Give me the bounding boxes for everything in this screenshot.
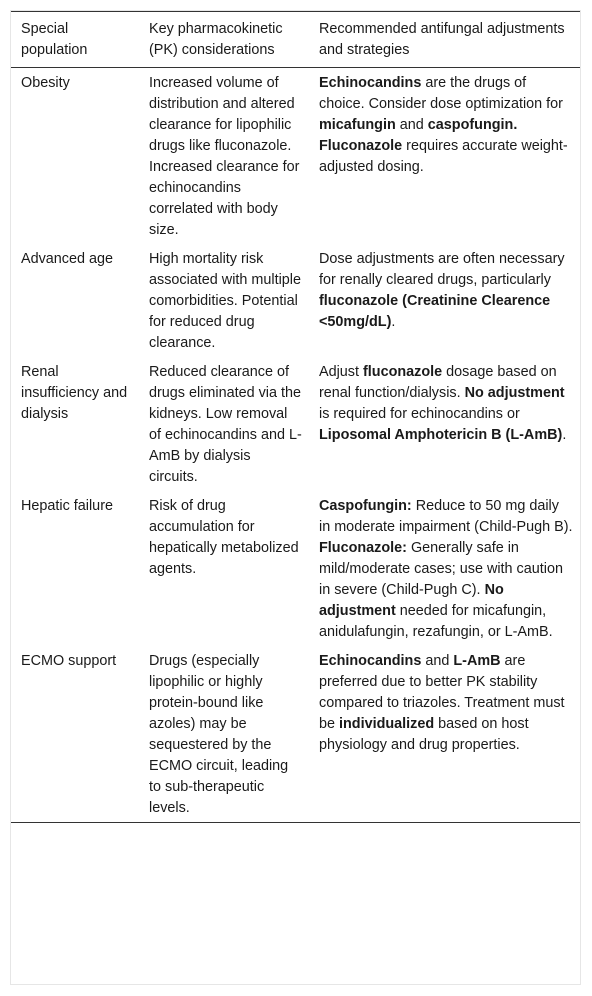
pk-table bbox=[11, 11, 580, 823]
population-cell: Obesity bbox=[21, 75, 70, 91]
strategy-cell bbox=[309, 357, 580, 491]
text-segment: Dose adjustments are often necessary for renally cleared drugs, particularly bbox=[319, 251, 565, 288]
text-segment: requires accurate weight-adjusted dosing. bbox=[319, 138, 568, 175]
text-segment: are the drugs of choice. Consider dose optimization for bbox=[319, 75, 563, 112]
bold-text: fluconazole (Creatinine Clearence <50mg/dL) bbox=[319, 293, 551, 330]
bold-text: Echinocandins bbox=[319, 75, 422, 91]
population-cell: Renal insufficiency and dialysis bbox=[21, 364, 128, 422]
table-row bbox=[11, 244, 580, 357]
bold-text: individualized bbox=[339, 716, 435, 732]
population-cell: Hepatic failure bbox=[21, 498, 113, 514]
table-row bbox=[11, 68, 580, 245]
text-segment: is required for echinocandins or bbox=[319, 406, 520, 422]
text-segment: . bbox=[391, 314, 396, 330]
pk-cell: Increased volume of distribution and altered clearance for lipophilic drugs like fluconazole. Increased clearance for echinocandins correlated with body size. bbox=[149, 75, 300, 238]
population-cell: ECMO support bbox=[21, 653, 117, 669]
bold-text: L-AmB bbox=[453, 653, 501, 669]
pk-cell: Reduced clearance of drugs eliminated via the kidneys. Low removal of echinocandins and L-AmB by dialysis circuits. bbox=[149, 364, 302, 485]
text-segment: Generally safe in mild/moderate cases; use with caution in severe (Child-Pugh C). bbox=[319, 540, 563, 598]
text-segment: are preferred due to better PK stability compared to triazoles. Treatment must be bbox=[319, 653, 565, 732]
text-segment: Reduce to 50 mg daily in moderate impairment (Child-Pugh B). bbox=[319, 498, 573, 535]
pk-cell: Drugs (especially lipophilic or highly protein-bound like azoles) may be sequestered by the ECMO circuit, leading to sub-therapeutic levels. bbox=[149, 653, 289, 816]
strategy-cell bbox=[309, 646, 580, 823]
bold-text: Echinocandins bbox=[319, 653, 422, 669]
strategy-cell bbox=[309, 244, 580, 357]
text-segment: based on host physiology and drug properties. bbox=[319, 716, 529, 753]
bold-text: caspofungin. Fluconazole bbox=[319, 117, 518, 154]
table-row bbox=[11, 646, 580, 823]
pk-cell: High mortality risk associated with multiple comorbidities. Potential for reduced drug clearance. bbox=[149, 251, 301, 351]
table-body bbox=[11, 68, 580, 823]
text-segment: needed for micafungin, anidulafungin, rezafungin, or L-AmB. bbox=[319, 603, 553, 640]
header-special-population: Special population bbox=[21, 21, 88, 58]
text-segment: dosage based on renal function/dialysis. bbox=[319, 364, 557, 401]
header-row bbox=[11, 12, 580, 68]
header-pk-considerations: Key pharmacokinetic (PK) considerations bbox=[149, 21, 283, 58]
bold-text: Liposomal Amphotericin B (L-AmB) bbox=[319, 427, 563, 443]
table-header bbox=[11, 12, 580, 68]
pk-cell: Risk of drug accumulation for hepatically metabolized agents. bbox=[149, 498, 299, 577]
bold-text: Fluconazole: bbox=[319, 540, 407, 556]
bold-text: Caspofungin: bbox=[319, 498, 412, 514]
strategy-cell bbox=[309, 491, 580, 646]
text-segment: and bbox=[395, 117, 428, 133]
text-segment: Adjust bbox=[319, 364, 363, 380]
table-row bbox=[11, 491, 580, 646]
bold-text: No adjustment bbox=[464, 385, 565, 401]
bold-text: micafungin bbox=[319, 117, 396, 133]
table-container bbox=[10, 10, 581, 985]
strategy-cell bbox=[309, 68, 580, 245]
bold-text: fluconazole bbox=[363, 364, 443, 380]
text-segment: and bbox=[421, 653, 454, 669]
table-row bbox=[11, 357, 580, 491]
text-segment: . bbox=[562, 427, 567, 443]
population-cell: Advanced age bbox=[21, 251, 114, 267]
bold-text: No adjustment bbox=[319, 582, 504, 619]
header-recommended-adjustments: Recommended antifungal adjustments and strategies bbox=[319, 21, 565, 58]
